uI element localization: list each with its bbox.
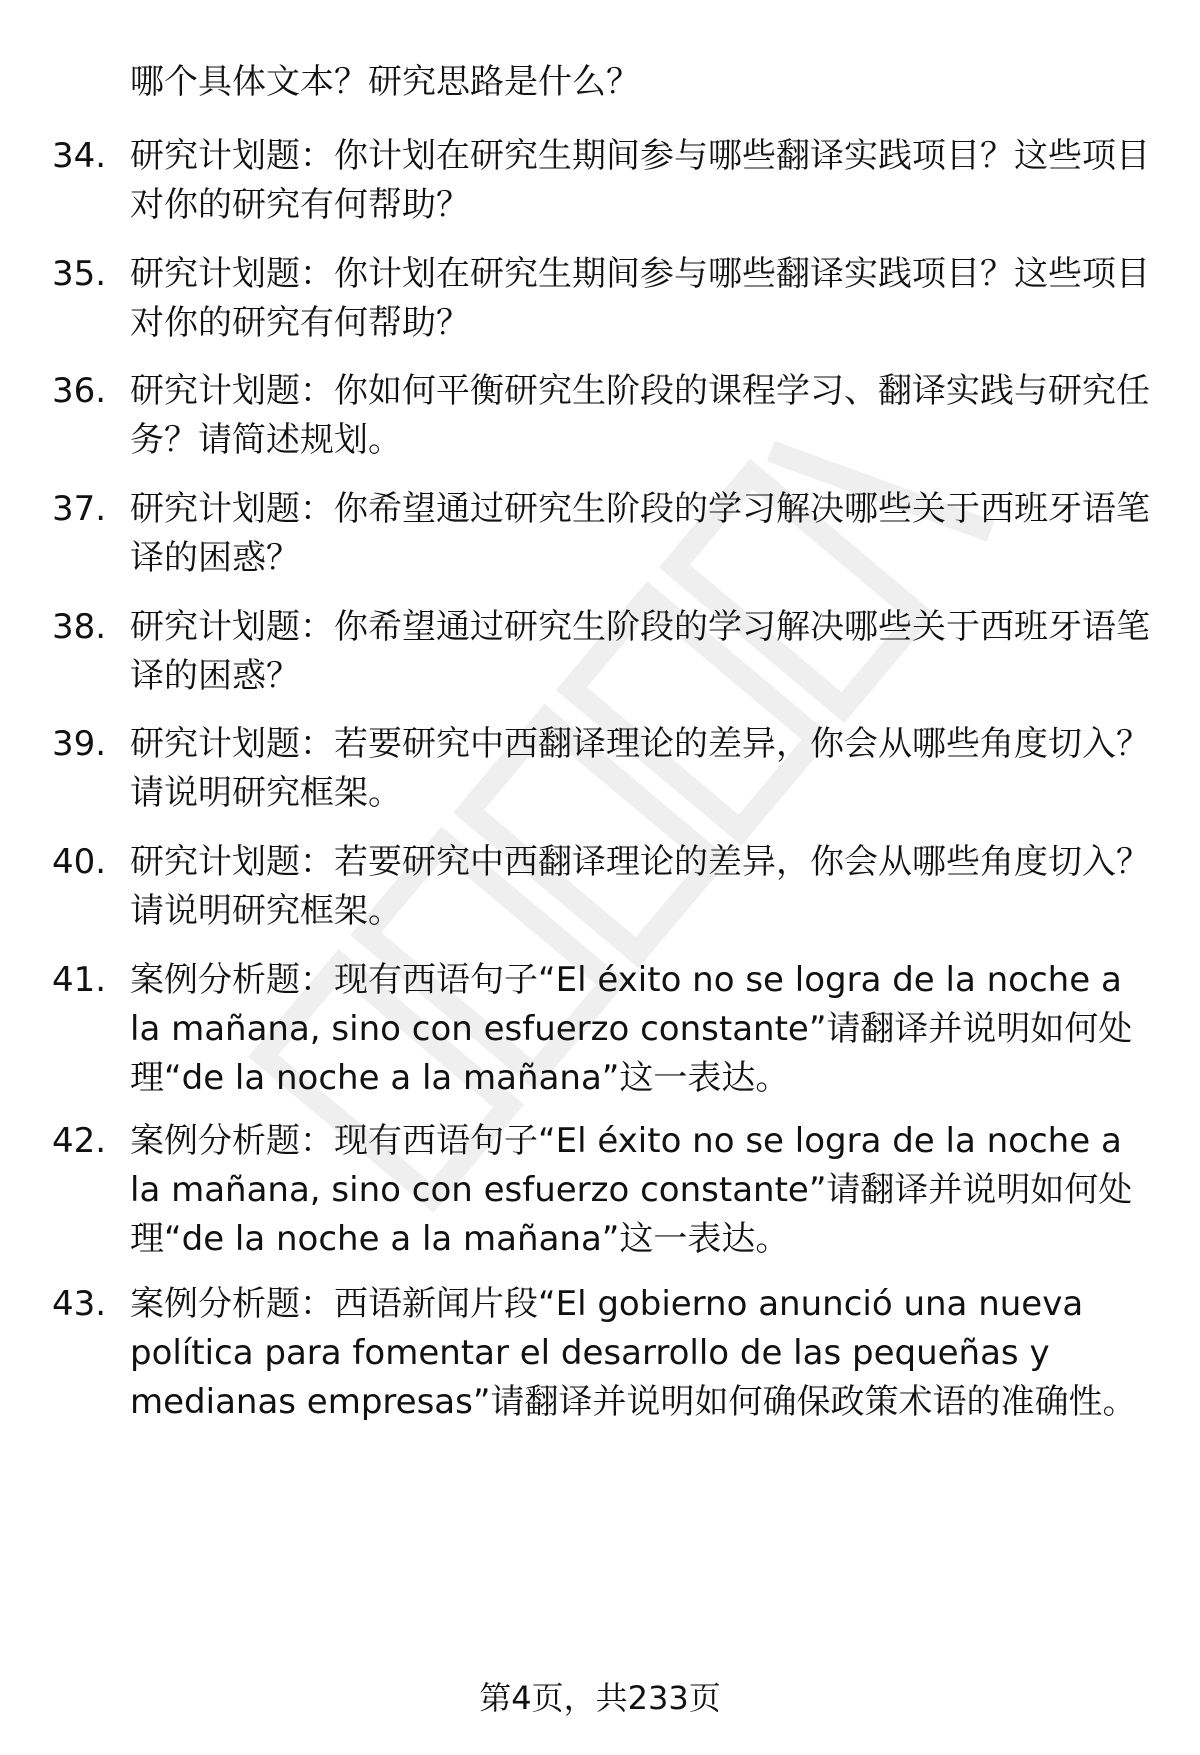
continuation-text: 哪个具体文本？研究思路是什么？: [130, 62, 640, 102]
question-text: 案例分析题：现有西语句子“El éxito no se logra de la noche a la mañana, sino con esfuerzo constante”请翻译并说明如何处理“de la noche a la mañana”这一表达。: [130, 960, 1133, 1098]
question-text: 研究计划题：你计划在研究生期间参与哪些翻译实践项目？这些项目对你的研究有何帮助？: [130, 254, 1150, 343]
page-footer: 第4页，共233页: [479, 1679, 721, 1717]
question-number: 40.: [52, 842, 107, 882]
question-text: 研究计划题：你希望通过研究生阶段的学习解决哪些关于西班牙语笔译的困惑？: [130, 607, 1150, 696]
question-number: 39.: [52, 724, 107, 764]
question-text: 研究计划题：你计划在研究生期间参与哪些翻译实践项目？这些项目对你的研究有何帮助？: [130, 136, 1150, 225]
question-text: 研究计划题：你希望通过研究生阶段的学习解决哪些关于西班牙语笔译的困惑？: [130, 489, 1150, 578]
question-number: 37.: [52, 489, 107, 529]
question-number: 42.: [52, 1121, 107, 1161]
question-number: 34.: [52, 136, 107, 176]
question-text: 研究计划题：若要研究中西翻译理论的差异，你会从哪些角度切入？请说明研究框架。: [130, 842, 1150, 931]
question-number: 35.: [52, 254, 107, 294]
question-text: 研究计划题：你如何平衡研究生阶段的课程学习、翻译实践与研究任务？请简述规划。: [130, 371, 1150, 460]
question-text: 案例分析题：西语新闻片段“El gobierno anunció una nueva política para fomentar el desarrollo de las pequeñas y medianas empresas”请翻译并说明如何确保政策术语的准确性。: [130, 1284, 1137, 1422]
question-text: 案例分析题：现有西语句子“El éxito no se logra de la noche a la mañana, sino con esfuerzo constante”请翻译并说明如何处理“de la noche a la mañana”这一表达。: [130, 1121, 1133, 1259]
question-number: 38.: [52, 607, 107, 647]
question-number: 41.: [52, 960, 107, 1000]
question-number: 43.: [52, 1284, 107, 1324]
question-number: 36.: [52, 371, 107, 411]
question-text: 研究计划题：若要研究中西翻译理论的差异，你会从哪些角度切入？请说明研究框架。: [130, 724, 1150, 813]
